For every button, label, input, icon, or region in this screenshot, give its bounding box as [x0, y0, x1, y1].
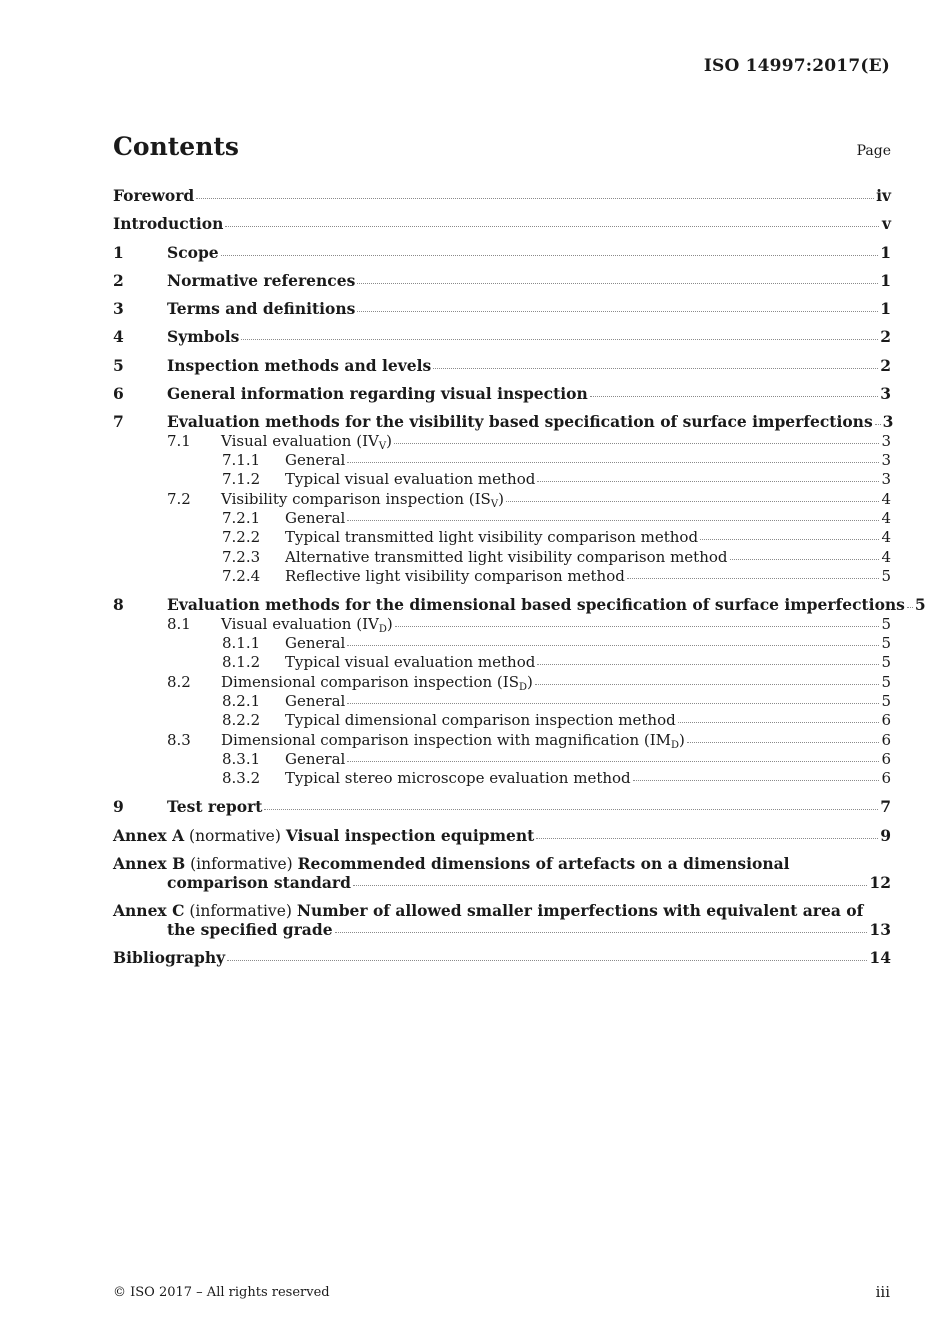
toc-entry-8-3-2[interactable]: 8.3.2 Typical stereo microscope evaluation method 6: [222, 769, 891, 788]
dot-leader: [347, 645, 879, 646]
dot-leader: [730, 559, 879, 560]
dot-leader: [700, 539, 879, 540]
dot-leader: [357, 311, 878, 312]
toc-entry-7-2-4[interactable]: 7.2.4 Reflective light visibility comparison method 5: [222, 566, 891, 585]
toc-entry-8-3[interactable]: 8.3 Dimensional comparison inspection with magnification $(IM_D)$ 6: [167, 730, 891, 751]
dot-leader: [347, 703, 879, 704]
toc-entry-7-1-1[interactable]: 7.1.1 General 3: [222, 451, 891, 470]
dot-leader: [590, 396, 878, 397]
dot-leader: [506, 501, 879, 502]
toc-entry-symbols[interactable]: 4 Symbols 2: [113, 327, 891, 347]
dot-leader: [537, 664, 879, 665]
dot-leader: [335, 932, 868, 933]
toc-entry-8-2-1[interactable]: 8.2.1 General 5: [222, 691, 891, 710]
toc-entry-general-information[interactable]: 6 General information regarding visual inspection 3: [113, 384, 891, 404]
dot-leader: [633, 780, 879, 781]
dot-leader: [537, 481, 879, 482]
dot-leader: [687, 742, 879, 743]
dot-leader: [678, 722, 879, 723]
toc-header: [113, 132, 891, 166]
dot-leader: [225, 226, 879, 227]
toc-entry-scope[interactable]: 1 Scope 1: [113, 242, 891, 262]
toc-entry-bibliography[interactable]: Bibliography 14: [113, 948, 891, 968]
toc-entry-8-1[interactable]: 8.1 Visual evaluation $(IV_D)$ 5: [167, 614, 891, 635]
dot-leader: [875, 424, 881, 425]
toc-entry-8-1-1[interactable]: 8.1.1 General 5: [222, 634, 891, 653]
dot-leader: [395, 626, 879, 627]
toc-entry-7-2-2[interactable]: 7.2.2 Typical transmitted light visibility comparison method 4: [222, 528, 891, 547]
document-id: ISO 14997:2017(E): [703, 56, 890, 76]
toc-entry-7-2[interactable]: 7.2 Visibility comparison inspection $(IS_V)$ 4: [167, 489, 891, 510]
toc-entry-7-1[interactable]: 7.1 Visual evaluation $(IV_V)$ 3: [167, 431, 891, 452]
page-column-label: Page: [856, 143, 891, 159]
toc-entry-terms-and-definitions[interactable]: 3 Terms and definitions 1: [113, 299, 891, 319]
toc-entry-introduction[interactable]: Introduction v: [113, 214, 891, 234]
dot-leader: [196, 198, 874, 199]
dot-leader: [347, 462, 879, 463]
dot-leader: [357, 283, 878, 284]
copyright-notice: © ISO 2017 – All rights reserved: [113, 1285, 330, 1300]
toc-entry-test-report[interactable]: 9 Test report 7: [113, 797, 891, 817]
toc-entry-7-1-2[interactable]: 7.1.2 Typical visual evaluation method 3: [222, 470, 891, 489]
toc-entry-8-2-2[interactable]: 8.2.2 Typical dimensional comparison inspection method 6: [222, 711, 891, 730]
page-number: iii: [875, 1283, 890, 1301]
dot-leader: [536, 838, 878, 839]
dot-leader: [353, 885, 867, 886]
toc-entry-7-2-1[interactable]: 7.2.1 General 4: [222, 509, 891, 528]
dot-leader: [264, 809, 878, 810]
toc-entry-normative-references[interactable]: 2 Normative references 1: [113, 270, 891, 290]
dot-leader: [221, 255, 879, 256]
toc-entry-inspection-methods[interactable]: 5 Inspection methods and levels 2: [113, 355, 891, 375]
dot-leader: [347, 520, 879, 521]
dot-leader: [433, 368, 878, 369]
toc-entry-annex-a[interactable]: Annex A (normative) Visual inspection equipment 9: [113, 825, 891, 845]
toc-entry-annex-c[interactable]: Annex C (informative) Number of allowed smaller imperfections with equivalent area of the specified grade 13: [113, 901, 891, 940]
dot-leader: [627, 578, 879, 579]
dot-leader: [535, 684, 879, 685]
toc-entry-8-1-2[interactable]: 8.1.2 Typical visual evaluation method 5: [222, 653, 891, 672]
dot-leader: [241, 339, 878, 340]
table-of-contents: [113, 186, 926, 976]
toc-entry-clause-7[interactable]: 7 Evaluation methods for the visibility based specification of surface imperfections 3: [113, 412, 894, 432]
toc-title: Contents: [113, 132, 240, 161]
toc-entry-annex-b[interactable]: Annex B (informative) Recommended dimensions of artefacts on a dimensional comparison standard 12: [113, 854, 891, 893]
toc-entry-8-3-1[interactable]: 8.3.1 General 6: [222, 749, 891, 768]
toc-entry-7-2-3[interactable]: 7.2.3 Alternative transmitted light visibility comparison method 4: [222, 547, 891, 566]
dot-leader: [347, 761, 879, 762]
dot-leader: [227, 960, 867, 961]
toc-entry-clause-8[interactable]: 8 Evaluation methods for the dimensional based specification of surface imperfections 5: [113, 595, 926, 615]
dot-leader: [907, 607, 913, 608]
dot-leader: [394, 443, 879, 444]
toc-entry-8-2[interactable]: 8.2 Dimensional comparison inspection $(IS_D)$ 5: [167, 672, 891, 693]
toc-entry-foreword[interactable]: Foreword iv: [113, 186, 891, 205]
